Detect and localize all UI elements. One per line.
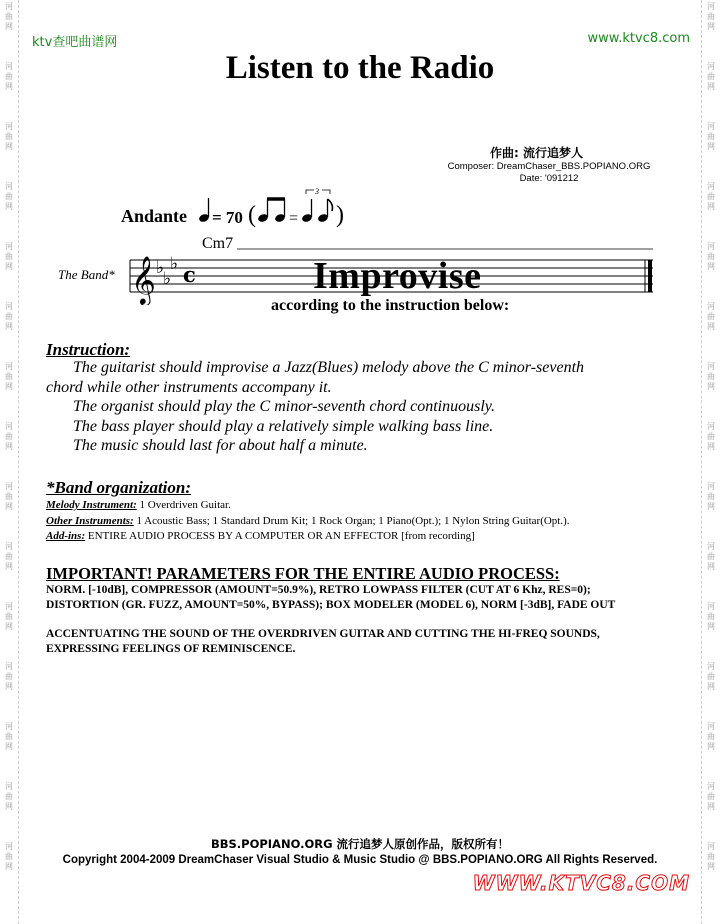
watermark-char: 河: [707, 182, 715, 191]
watermark-char: 网: [5, 22, 13, 31]
watermark-char: 曲: [5, 132, 13, 141]
watermark-char: 曲: [707, 192, 715, 201]
watermark-stamp: [704, 422, 718, 452]
watermark-char: 曲: [5, 372, 13, 381]
watermark-char: 河: [5, 182, 13, 191]
watermark-char: 网: [707, 142, 715, 151]
watermark-char: 曲: [707, 432, 715, 441]
flat-icon: ♭: [170, 254, 179, 274]
watermark-stamp: [704, 122, 718, 152]
watermark-stamp: [2, 62, 16, 92]
watermark-char: 河: [5, 242, 13, 251]
parameter-line: NORM. [-10dB], COMPRESSOR (AMOUNT=50.9%), RETRO LOWPASS FILTER (CUT AT 6 Khz, RES=0);: [46, 584, 591, 596]
watermark-stamp: [2, 602, 16, 632]
tempo-word: Andante: [121, 206, 188, 226]
watermark-char: 河: [5, 302, 13, 311]
watermark-char: 网: [5, 742, 13, 751]
site-logo[interactable]: WWW.KTVC8.COM: [472, 871, 690, 895]
watermark-char: 网: [5, 382, 13, 391]
watermark-char: 网: [5, 442, 13, 451]
watermark-char: 网: [5, 622, 13, 631]
instruction-heading: Instruction:: [46, 340, 131, 359]
open-paren: (: [248, 202, 256, 228]
instruction-body: [46, 358, 666, 456]
watermark-char: 网: [707, 802, 715, 811]
watermark-char: 曲: [707, 252, 715, 261]
watermark-char: 曲: [707, 792, 715, 801]
watermark-stamp: [704, 302, 718, 332]
time-signature: c: [183, 262, 196, 287]
watermark-char: 网: [5, 262, 13, 271]
watermark-char: 网: [707, 742, 715, 751]
watermark-stamp: [2, 122, 16, 152]
watermark-char: 曲: [5, 12, 13, 21]
watermark-char: 河: [707, 2, 715, 11]
watermark-stamp: [2, 2, 16, 32]
watermark-char: 网: [5, 802, 13, 811]
watermark-char: 河: [5, 782, 13, 791]
watermark-char: 曲: [5, 72, 13, 81]
watermark-stamp: [2, 542, 16, 572]
addins-value: ENTIRE AUDIO PROCESS BY A COMPUTER OR AN EFFECTOR [from recording]: [85, 530, 475, 542]
watermark-char: 曲: [5, 492, 13, 501]
watermark-char: 网: [707, 622, 715, 631]
watermark-stamp: [2, 302, 16, 332]
watermark-char: 河: [5, 482, 13, 491]
watermark-stamp: [704, 722, 718, 752]
watermark-char: 曲: [707, 672, 715, 681]
watermark-char: 河: [5, 542, 13, 551]
band-organization-body: [46, 498, 686, 545]
watermark-char: 河: [5, 62, 13, 71]
instruction-line: The bass player should play a relatively simple walking bass line.: [73, 417, 494, 435]
watermark-stamp: [2, 422, 16, 452]
watermark-char: 河: [5, 662, 13, 671]
watermark-char: 河: [707, 662, 715, 671]
watermark-char: 曲: [707, 492, 715, 501]
instruction-line: The music should last for about half a minute.: [73, 437, 368, 455]
watermark-char: 曲: [5, 852, 13, 861]
watermark-char: 曲: [5, 252, 13, 261]
watermark-char: 网: [707, 322, 715, 331]
other-value: 1 Acoustic Bass; 1 Standard Drum Kit; 1 Rock Organ; 1 Piano(Opt.); 1 Nylon String Guitar(Opt.).: [133, 514, 570, 527]
watermark-char: 河: [5, 422, 13, 431]
watermark-char: 网: [707, 562, 715, 571]
watermark-char: 曲: [5, 312, 13, 321]
composer-zh: 作曲: 流行追梦人: [490, 146, 583, 160]
watermark-char: 曲: [707, 552, 715, 561]
instruction-line: The organist should play the C minor-seventh chord continuously.: [73, 398, 496, 416]
instruction-line: chord while other instruments accompany it.: [46, 378, 332, 396]
close-paren: ): [336, 202, 344, 228]
watermark-char: 河: [707, 122, 715, 131]
watermark-char: 河: [5, 2, 13, 11]
watermark-char: 河: [707, 842, 715, 851]
watermark-stamp: [704, 482, 718, 512]
band-organization-heading: *Band organization:: [46, 478, 192, 497]
watermark-char: 曲: [707, 132, 715, 141]
watermark-char: 河: [5, 122, 13, 131]
watermark-stamp: [2, 782, 16, 812]
header-site-right[interactable]: www.ktvc8.com: [587, 31, 690, 46]
watermark-char: 河: [5, 722, 13, 731]
date-line: Date: '091212: [519, 173, 579, 184]
watermark-char: 河: [707, 242, 715, 251]
addins-label: Add-ins:: [46, 530, 86, 542]
watermark-char: 网: [5, 502, 13, 511]
watermark-char: 网: [5, 562, 13, 571]
watermark-char: 网: [707, 862, 715, 871]
watermark-char: 河: [707, 302, 715, 311]
watermark-char: 网: [707, 82, 715, 91]
watermark-char: 河: [707, 362, 715, 371]
accent-line: EXPRESSING FEELINGS OF REMINISCENCE.: [46, 642, 296, 655]
watermark-char: 网: [5, 682, 13, 691]
watermark-char: 曲: [707, 852, 715, 861]
watermark-char: 网: [5, 202, 13, 211]
watermark-stamp: [2, 182, 16, 212]
watermark-char: 河: [5, 602, 13, 611]
page-title: Listen to the Radio: [225, 50, 495, 86]
footer-copyright-zh: BBS.POPIANO.ORG 流行追梦人原创作品，版权所有！: [210, 837, 510, 851]
watermark-char: 网: [707, 262, 715, 271]
watermark-char: 网: [5, 82, 13, 91]
composer-info: [446, 161, 652, 185]
watermark-char: 曲: [5, 432, 13, 441]
parameters-body: [46, 583, 696, 612]
accent-line: ACCENTUATING THE SOUND OF THE OVERDRIVEN GUITAR AND CUTTING THE HI-FREQ SOUNDS,: [46, 628, 600, 640]
watermark-char: 河: [707, 422, 715, 431]
watermark-char: 曲: [5, 612, 13, 621]
watermark-char: 曲: [707, 12, 715, 21]
parameter-line: DISTORTION (GR. FUZZ, AMOUNT=50%, BYPASS); BOX MODELER (MODEL 6), NORM [-3dB], FADE OUT: [46, 598, 616, 611]
watermark-stamp: [704, 842, 718, 872]
watermark-stamp: [2, 242, 16, 272]
according-text: according to the instruction below:: [271, 297, 510, 314]
watermark-stamp: [2, 662, 16, 692]
watermark-char: 河: [707, 602, 715, 611]
watermark-char: 曲: [707, 372, 715, 381]
watermark-char: 曲: [707, 312, 715, 321]
watermark-char: 曲: [707, 612, 715, 621]
watermark-char: 曲: [5, 192, 13, 201]
watermark-char: 河: [707, 782, 715, 791]
watermark-char: 河: [707, 722, 715, 731]
footer-copyright-en: Copyright 2004-2009 DreamChaser Visual Studio & Music Studio @ BBS.POPIANO.ORG All Rights Reserved.: [62, 854, 658, 866]
header-site-left[interactable]: ktv查吧曲谱网: [32, 35, 118, 50]
tempo-value: = 70: [212, 208, 243, 227]
watermark-char: 网: [707, 382, 715, 391]
watermark-char: 河: [707, 62, 715, 71]
eighth-flag: [328, 199, 333, 211]
watermark-stamp: [2, 722, 16, 752]
treble-clef-icon: 𝄞: [131, 255, 156, 304]
watermark-char: 网: [5, 322, 13, 331]
watermark-stamp: [2, 362, 16, 392]
watermark-stamp: [704, 2, 718, 32]
tempo-marking-svg: [196, 186, 356, 230]
watermark-char: 河: [707, 542, 715, 551]
melody-value: 1 Overdriven Guitar.: [136, 499, 231, 511]
important-heading: IMPORTANT! PARAMETERS FOR THE ENTIRE AUDIO PROCESS:: [46, 564, 560, 583]
watermark-char: 网: [5, 862, 13, 871]
instrument-label: The Band*: [58, 267, 115, 282]
improvise-label: Improvise: [313, 255, 482, 297]
other-label: Other Instruments:: [46, 514, 134, 527]
accent-note: [46, 627, 696, 656]
watermark-char: 网: [707, 682, 715, 691]
melody-instrument-row: [46, 498, 686, 514]
watermark-stamp: [2, 842, 16, 872]
flat-icon: ♭: [163, 269, 172, 289]
watermark-stamp: [704, 602, 718, 632]
watermark-stamp: [2, 482, 16, 512]
watermark-stamp: [704, 542, 718, 572]
watermark-stamp: [704, 242, 718, 272]
addins-row: [46, 529, 686, 545]
watermark-char: 曲: [5, 672, 13, 681]
watermark-char: 曲: [707, 732, 715, 741]
chord-symbol: Cm7: [202, 235, 234, 252]
watermark-char: 曲: [5, 732, 13, 741]
watermark-char: 网: [5, 142, 13, 151]
watermark-char: 曲: [5, 792, 13, 801]
watermark-stamp: [704, 182, 718, 212]
watermark-char: 河: [5, 362, 13, 371]
watermark-stamp: [704, 662, 718, 692]
flat-icon: ♭: [156, 258, 165, 278]
watermark-char: 网: [707, 502, 715, 511]
instruction-line: The guitarist should improvise a Jazz(Blues) melody above the C minor-seventh: [73, 359, 585, 376]
watermark-char: 曲: [5, 552, 13, 561]
triplet-number: 3: [315, 187, 319, 196]
watermark-stamp: [704, 62, 718, 92]
watermark-char: 曲: [707, 72, 715, 81]
watermark-char: 网: [707, 22, 715, 31]
watermark-stamp: [704, 782, 718, 812]
melody-label: Melody Instrument:: [46, 499, 137, 511]
watermark-char: 网: [707, 202, 715, 211]
watermark-char: 河: [707, 482, 715, 491]
equals-sign: =: [289, 210, 299, 227]
other-instruments-row: [46, 514, 686, 530]
watermark-char: 网: [707, 442, 715, 451]
watermark-stamp: [704, 362, 718, 392]
watermark-char: 河: [5, 842, 13, 851]
composer-line: Composer: DreamChaser_BBS.POPIANO.ORG: [447, 161, 651, 172]
